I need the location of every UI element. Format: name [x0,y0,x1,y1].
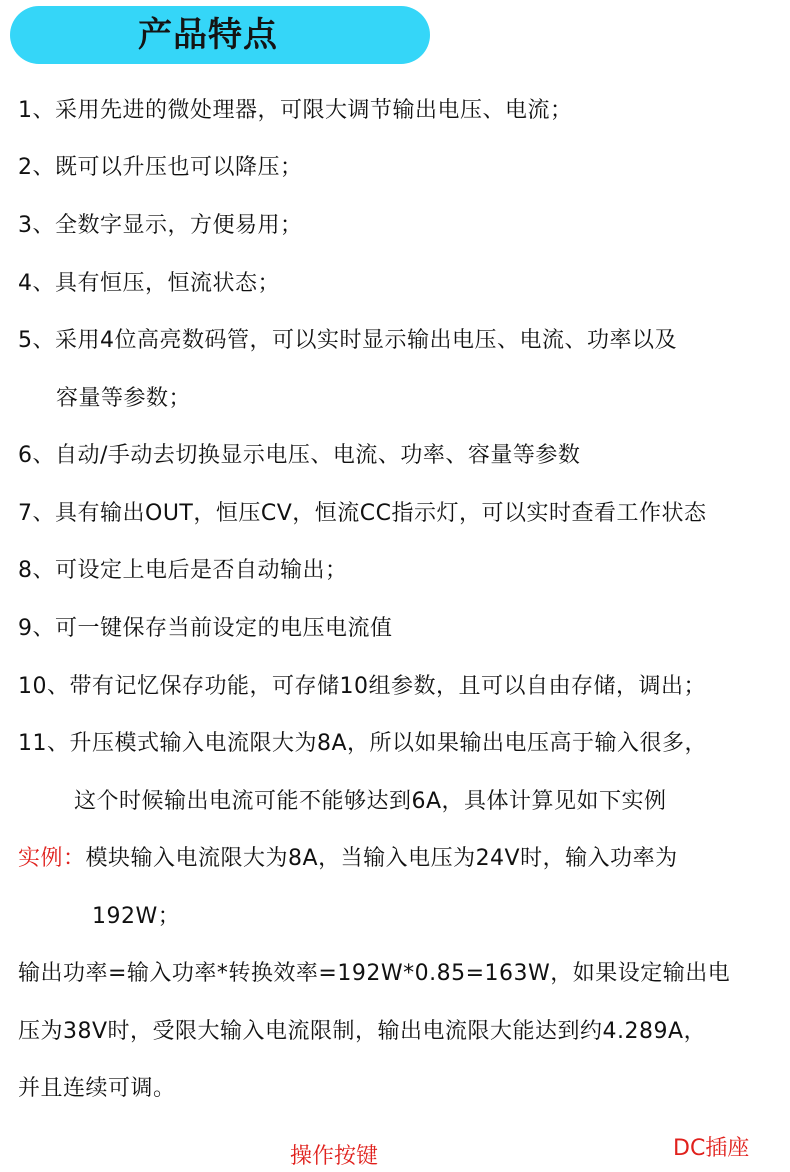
feature-line-1: 1、采用先进的微处理器，可限大调节输出电压、电流； [18,98,573,123]
example-line-3: 输出功率=输入功率*转换效率=192W*0.85=163W，如果设定输出电 [18,961,731,986]
feature-line-11: 11、升压模式输入电流限大为8A，所以如果输出电压高于输入很多， [18,731,708,756]
feature-line-8: 8、可设定上电后是否自动输出； [18,558,348,583]
buttons-label: 操作按键 [290,1144,379,1169]
feature-line-5-continued: 容量等参数； [56,386,192,411]
feature-line-3: 3、全数字显示，方便易用； [18,213,303,238]
feature-line-6: 6、自动/手动去切换显示电压、电流、功率、容量等参数 [18,443,581,468]
feature-line-10: 10、带有记忆保存功能，可存储10组参数，且可以自由存储，调出； [18,674,706,699]
feature-line-5: 5、采用4位高亮数码管，可以实时显示输出电压、电流、功率以及 [18,328,677,353]
example-label: 实例： [18,846,86,871]
page-title: 产品特点 [138,15,278,55]
feature-line-11-continued: 这个时候输出电流可能不能够达到6A，具体计算见如下实例 [74,789,667,814]
feature-line-2: 2、既可以升压也可以降压； [18,155,303,180]
example-text: 模块输入电流限大为8A，当输入电压为24V时，输入功率为 [85,846,678,871]
dc-socket-label: DC插座 [673,1136,750,1161]
feature-line-9: 9、可一键保存当前设定的电压电流值 [18,616,393,641]
example-line-2: 192W； [92,904,181,929]
feature-line-7: 7、具有输出OUT，恒压CV，恒流CC指示灯，可以实时查看工作状态 [18,501,707,526]
example-line-4: 压为38V时，受限大输入电流限制，输出电流限大能达到约4.289A， [18,1019,707,1044]
example-first-line [18,844,678,874]
example-line-5: 并且连续可调。 [18,1076,176,1101]
feature-line-4: 4、具有恒压，恒流状态； [18,271,280,296]
